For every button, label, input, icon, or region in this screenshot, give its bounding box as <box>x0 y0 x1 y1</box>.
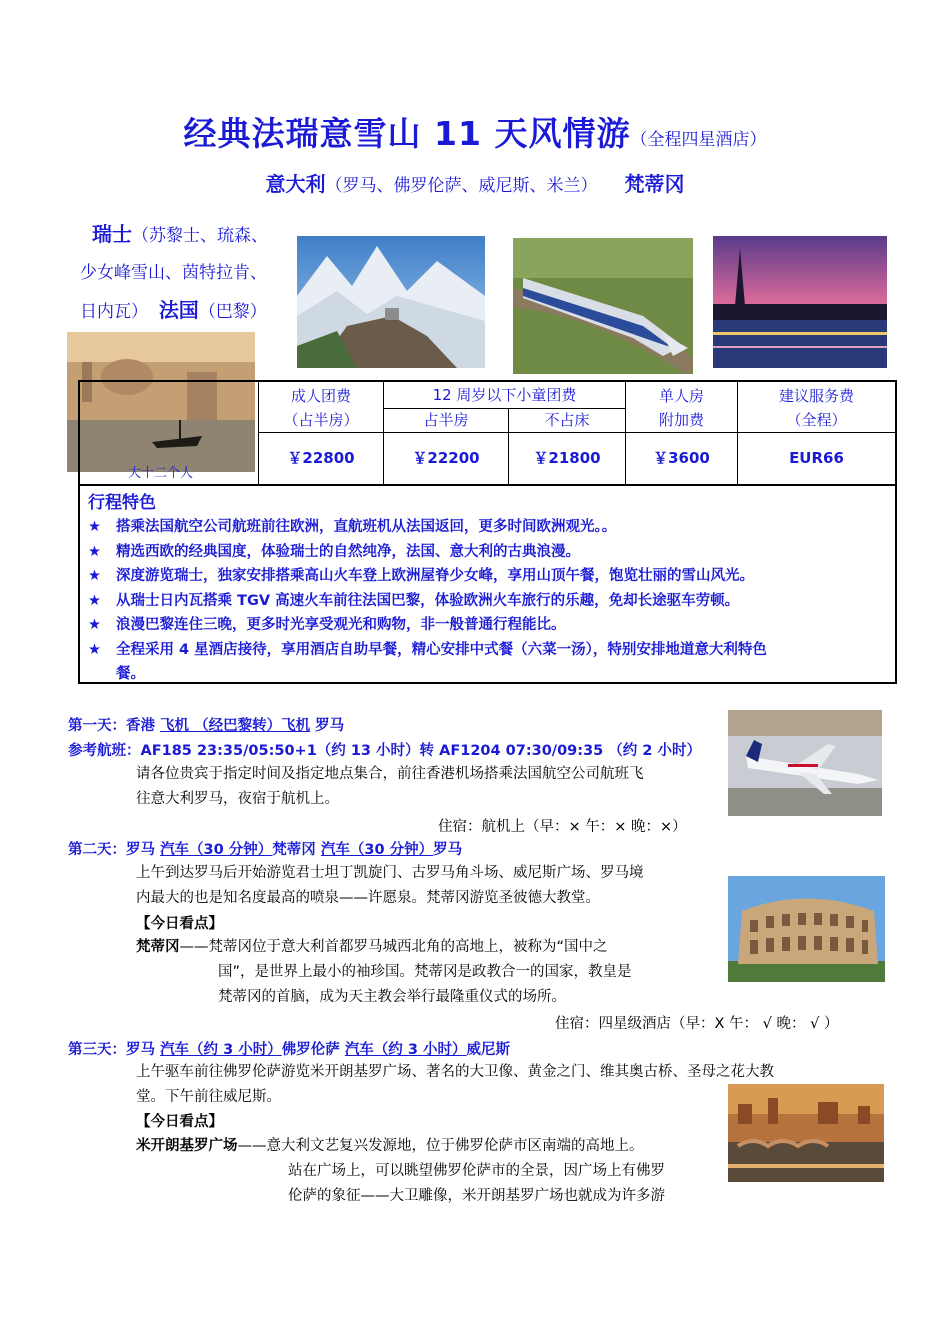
single-header-2: 附加费 <box>658 411 704 429</box>
day3-spot-line2: 站在广场上，可以眺望佛罗伦萨市的全景，因广场上有佛罗 <box>288 1163 665 1179</box>
feature-text: 搭乘法国航空公司航班前往欧洲，直航班机从法国返回，更多时间欧洲观光。。 <box>116 519 617 535</box>
star-icon: ★ <box>88 519 101 535</box>
service-header <box>737 382 895 432</box>
feature-text: 全程采用 4 星酒店接待，享用酒店自助早餐，精心安排中式餐（六菜一汤），特别安排地道意大利特色 <box>116 641 767 658</box>
day2-body <box>136 861 644 911</box>
day3-spot-line3: 伦萨的象征——大卫雕像，米开朗基罗广场也就成为许多游 <box>288 1188 665 1204</box>
star-icon: ★ <box>88 568 101 584</box>
adult-header-2: （占半房） <box>283 411 359 429</box>
day2-body-line1: 上午到达罗马后开始游览君士坦丁凯旋门、古罗马角斗场、威尼斯广场、罗马境 <box>136 865 644 881</box>
day3-transport-1: 汽车（约 3 小时） <box>160 1042 282 1058</box>
table-left-cell <box>80 382 258 484</box>
child-nobed-header <box>508 408 625 432</box>
table-hidden-label: 大十二个人 <box>128 466 194 481</box>
service-header-2: （全程） <box>786 411 847 429</box>
swiss-france-block <box>70 216 290 331</box>
day2-highlight-heading: 【今日看点】 <box>136 916 223 932</box>
vatican-label: 梵蒂冈 <box>624 172 685 196</box>
single-header-1: 单人房 <box>658 387 704 405</box>
title-note: （全程四星酒店） <box>630 130 767 150</box>
feature-item-continued <box>88 662 887 687</box>
child-nobed-header-text: 不占床 <box>544 411 590 429</box>
day2-title <box>68 838 462 859</box>
feature-item <box>88 540 887 565</box>
day2-destination: 罗马 <box>433 842 463 858</box>
day2-middle-city: 梵蒂冈 <box>272 842 321 858</box>
day2-spot <box>136 935 608 960</box>
feature-item <box>88 613 887 638</box>
day1-transport: 飞机 （经巴黎转）飞机 <box>160 718 311 734</box>
feature-item <box>88 564 887 589</box>
tgv-train-photo <box>513 238 693 374</box>
star-icon: ★ <box>88 641 101 658</box>
day1-prefix: 第一天：香港 <box>68 718 161 734</box>
adult-price: ￥22800 <box>258 432 383 484</box>
child-half-price: ￥22200 <box>383 432 508 484</box>
day3-highlight-heading: 【今日看点】 <box>136 1114 223 1130</box>
feature-item <box>88 589 887 614</box>
day2-transport-2: 汽车（30 分钟） <box>320 842 434 858</box>
feature-text: 从瑞士日内瓦搭乘 TGV 高速火车前往法国巴黎，体验欧洲火车旅行的乐趣，免却长途驱车劳顿。 <box>116 592 740 609</box>
france-cities: （巴黎） <box>198 302 267 322</box>
day3-title <box>68 1038 510 1059</box>
day3-middle-city: 佛罗伦萨 <box>281 1042 345 1058</box>
day2-spot-line2: 国”，是世界上最小的袖珍国。梵蒂冈是政教合一的国家，教皇是 <box>218 964 632 980</box>
italy-label: 意大利 <box>265 172 326 196</box>
day1-body-line1: 请各位贵宾于指定时间及指定地点集合，前往香港机场搭乘法国航空公司航班飞 <box>136 766 644 782</box>
child-nobed-price: ￥21800 <box>508 432 625 484</box>
swiss-line2: 少女峰雪山、茵特拉肯、 <box>80 263 267 283</box>
florence-photo <box>728 1084 884 1182</box>
swiss-label: 瑞士 <box>92 222 132 246</box>
airplane-photo <box>728 710 882 816</box>
child-header <box>383 382 625 408</box>
feature-text: 浪漫巴黎连住三晚，更多时光享受观光和购物，非一般普通行程能比。 <box>116 617 566 633</box>
star-icon: ★ <box>88 617 101 633</box>
day3-spot <box>136 1134 644 1159</box>
day2-prefix: 第二天：罗马 <box>68 842 161 858</box>
swiss-line1: （苏黎士、琉森、 <box>132 226 268 246</box>
france-label: 法国 <box>158 298 199 322</box>
day3-spot-name: 米开朗基罗广场 <box>136 1138 238 1154</box>
day2-spot-name: 梵蒂冈 <box>136 939 180 955</box>
child-half-header <box>383 408 508 432</box>
adult-header-1: 成人团费 <box>290 387 351 405</box>
star-icon: ★ <box>88 592 101 609</box>
price-table <box>78 380 897 486</box>
page-title <box>0 108 950 155</box>
colosseum-photo <box>728 876 885 982</box>
jungfrau-photo <box>297 236 485 368</box>
features-box <box>78 484 897 684</box>
swiss-line3: 日内瓦） <box>80 302 148 322</box>
service-price: EUR66 <box>737 432 895 484</box>
day1-body-line2: 往意大利罗马，夜宿于航机上。 <box>136 791 339 807</box>
day2-spot-cont <box>218 960 632 1010</box>
day2-transport-1: 汽车（30 分钟） <box>160 842 273 858</box>
day2-body-line2: 内最大的也是知名度最高的喷泉——许愿泉。梵蒂冈游览圣彼德大教堂。 <box>136 890 600 906</box>
adult-header <box>258 382 383 432</box>
feature-text: 餐。 <box>116 666 145 682</box>
paris-eiffel-photo <box>713 236 887 368</box>
day1-stay: 住宿：航机上（早：× 午：× 晚：×） <box>438 819 687 835</box>
single-price: ￥3600 <box>625 432 737 484</box>
day1-flight: 参考航班：AF185 23:35/05:50+1（约 13 小时）转 AF1204 07:30/09:35 （约 2 小时） <box>68 743 701 759</box>
day3-spot-line1: ——意大利文艺复兴发源地，位于佛罗伦萨市区南端的高地上。 <box>237 1138 644 1154</box>
feature-item <box>88 515 887 540</box>
feature-text: 精选西欧的经典国度，体验瑞士的自然纯净，法国、意大利的古典浪漫。 <box>116 543 580 560</box>
day1-body <box>136 762 644 812</box>
italy-line <box>0 168 950 197</box>
day2-stay: 住宿：四星级酒店（早：X 午： √ 晚： √ ） <box>555 1016 839 1032</box>
italy-cities: （罗马、佛罗伦萨、威尼斯、米兰） <box>325 176 598 196</box>
day3-spot-cont <box>288 1159 665 1209</box>
day3-destination: 威尼斯 <box>466 1042 510 1058</box>
day3-body-line2: 堂。下午前往威尼斯。 <box>136 1089 281 1105</box>
day3-prefix: 第三天：罗马 <box>68 1042 161 1058</box>
day1-destination: 罗马 <box>310 718 345 734</box>
service-header-1: 建议服务费 <box>778 387 854 405</box>
day1-title <box>68 714 344 735</box>
day3-transport-2: 汽车（约 3 小时） <box>344 1042 467 1058</box>
feature-text: 深度游览瑞士，独家安排搭乘高山火车登上欧洲屋脊少女峰，享用山顶午餐，饱览壮丽的雪山风光。 <box>116 568 754 584</box>
star-icon: ★ <box>88 543 101 560</box>
day2-spot-line1: ——梵蒂冈位于意大利首都罗马城西北角的高地上，被称为“国中之 <box>179 939 608 955</box>
day3-body-line1: 上午驱车前往佛罗伦萨游览米开朗基罗广场、著名的大卫像、黄金之门、维其奥古桥、圣母之花大教 <box>136 1064 774 1080</box>
child-header-text: 12 周岁以下小童团费 <box>432 386 577 404</box>
feature-item <box>88 638 887 663</box>
day3-body <box>136 1060 774 1110</box>
child-half-header-text: 占半房 <box>423 411 469 429</box>
title-main: 经典法瑞意雪山 11 天风情游 <box>183 114 631 153</box>
single-header <box>625 382 737 432</box>
features-title: 行程特色 <box>88 493 156 513</box>
day2-spot-line3: 梵蒂冈的首脑，成为天主教会举行最隆重仪式的场所。 <box>218 989 566 1005</box>
